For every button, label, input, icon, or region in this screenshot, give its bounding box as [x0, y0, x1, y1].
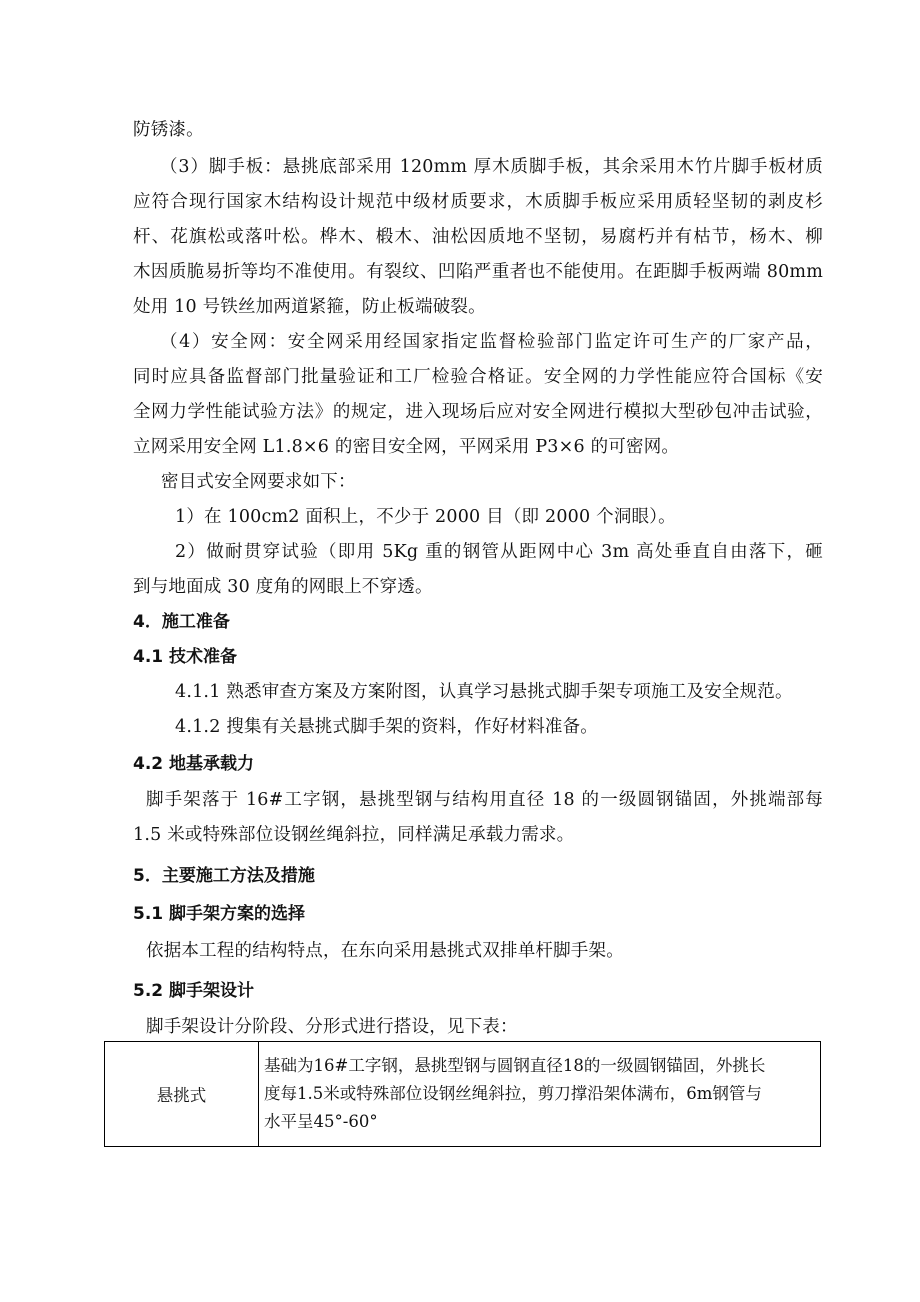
section-heading: 5．主要施工方法及措施	[133, 866, 315, 886]
list-item: 2）做耐贯穿试验（即用 5Kg 重的钢管从距网中心 3m 高处垂直自由落下，砸	[175, 542, 823, 562]
paragraph-line: 1.5 米或特殊部位设钢丝绳斜拉，同样满足承载力需求。	[133, 825, 575, 845]
paragraph-line: 依据本工程的结构特点，在东向采用悬挑式双排单杆脚手架。	[146, 941, 624, 961]
paragraph-line: 处用 10 号铁丝加两道紧箍，防止板端破裂。	[133, 297, 486, 317]
paragraph-line: （4）安全网：安全网采用经国家指定监督检验部门监定许可生产的厂家产品，	[160, 332, 823, 352]
paragraph-line: 立网采用安全网 L1.8×6 的密目安全网，平网采用 P3×6 的可密网。	[133, 437, 680, 457]
paragraph-line: 脚手架落于 16#工字钢，悬挑型钢与结构用直径 18 的一级圆钢锚固，外挑端部每	[146, 790, 823, 810]
paragraph-line: 防锈漆。	[133, 120, 204, 140]
table-cell-description	[259, 1042, 821, 1147]
section-heading: 4.2 地基承载力	[133, 754, 255, 774]
list-item: 1）在 100cm2 面积上，不少于 2000 目（即 2000 个洞眼）。	[175, 507, 676, 527]
scaffold-design-table	[104, 1041, 821, 1147]
paragraph-line: 密目式安全网要求如下：	[161, 472, 356, 492]
paragraph-line: （3）脚手板：悬挑底部采用 120mm 厚木质脚手板，其余采用木竹片脚手板材质	[160, 157, 823, 177]
paragraph-line: 应符合现行国家木结构设计规范中级材质要求，木质脚手板应采用质轻坚韧的剥皮杉	[133, 192, 823, 212]
table-row	[105, 1042, 821, 1147]
paragraph-line: 4.1.2 搜集有关悬挑式脚手架的资料，作好材料准备。	[175, 717, 598, 737]
section-heading: 4．施工准备	[133, 612, 230, 632]
paragraph-line: 全网力学性能试验方法》的规定，进入现场后应对安全网进行模拟大型砂包冲击试验，	[133, 402, 823, 422]
cell-line: 水平呈45°-60°	[264, 1112, 378, 1131]
paragraph-line: 杆、花旗松或落叶松。桦木、椴木、油松因质地不坚韧，易腐朽并有枯节，杨木、柳	[133, 227, 823, 247]
table-cell-type: 悬挑式	[105, 1042, 259, 1147]
section-heading: 4.1 技术准备	[133, 647, 238, 667]
cell-line: 基础为16#工字钢，悬挑型钢与圆钢直径18的一级圆钢锚固，外挑长	[264, 1056, 766, 1075]
section-heading: 5.2 脚手架设计	[133, 981, 255, 1001]
cell-line: 度每1.5米或特殊部位设钢丝绳斜拉，剪刀撑沿架体满布，6m钢管与	[264, 1084, 762, 1103]
paragraph-line: 到与地面成 30 度角的网眼上不穿透。	[133, 577, 433, 597]
paragraph-line: 木因质脆易折等均不准使用。有裂纹、凹陷严重者也不能使用。在距脚手板两端 80mm	[133, 262, 823, 282]
section-heading: 5.1 脚手架方案的选择	[133, 904, 306, 924]
paragraph-line: 脚手架设计分阶段、分形式进行搭设，见下表：	[146, 1017, 518, 1037]
paragraph-line: 同时应具备监督部门批量验证和工厂检验合格证。安全网的力学性能应符合国标《安	[133, 367, 823, 387]
paragraph-line: 4.1.1 熟悉审查方案及方案附图，认真学习悬挑式脚手架专项施工及安全规范。	[175, 682, 793, 702]
